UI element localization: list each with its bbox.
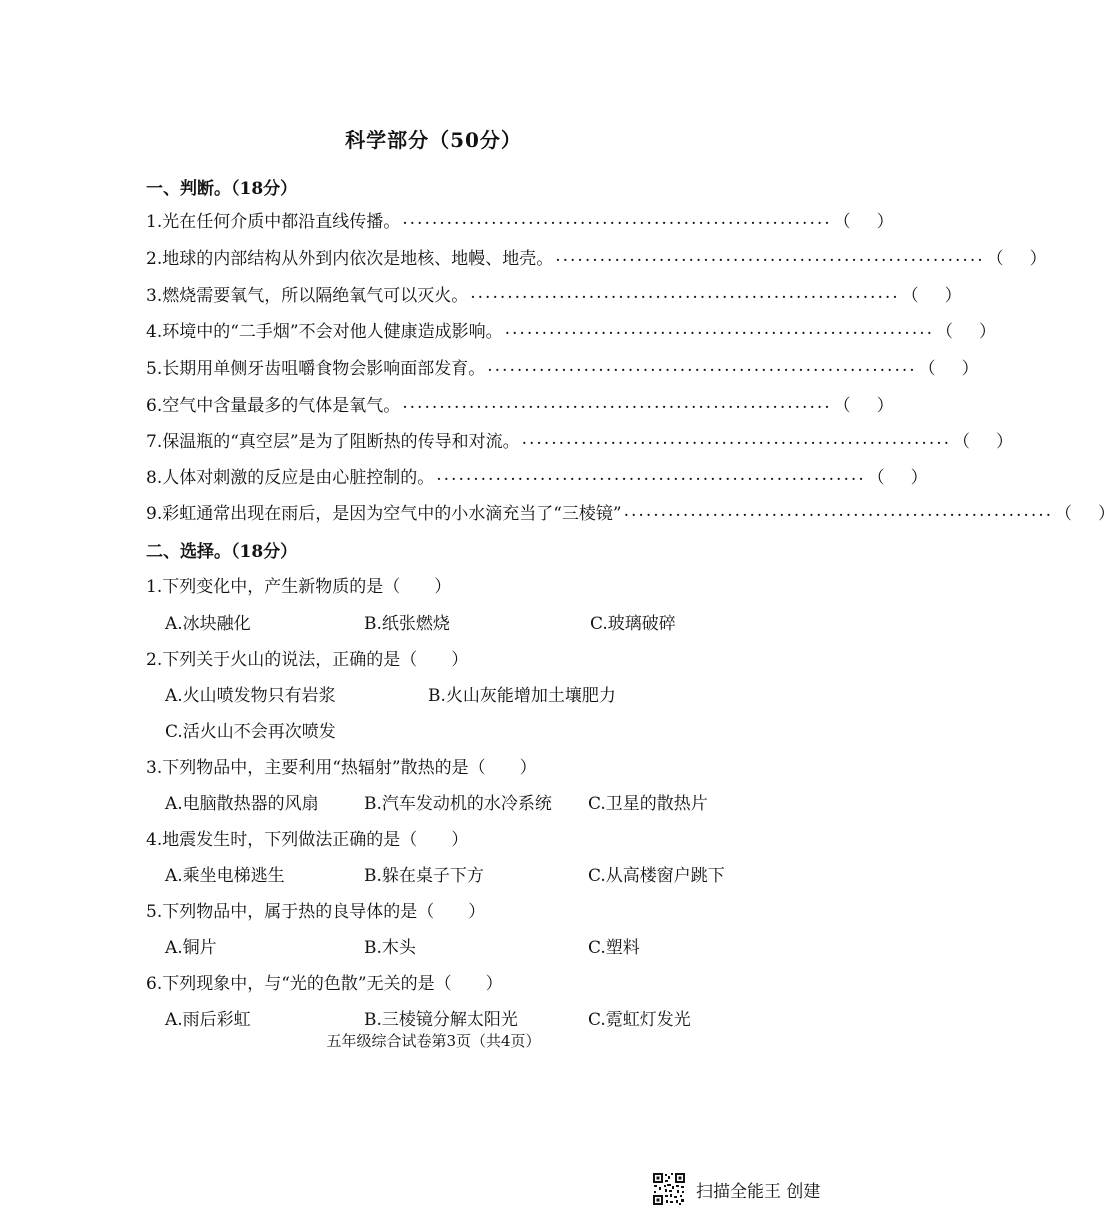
judgement-text: 4.环境中的“二手烟”不会对他人健康造成影响。 [146, 321, 503, 342]
answer-bracket: （ ） [986, 248, 1047, 269]
leader-dots: .......................................................... [521, 429, 952, 449]
leader-dots: .......................................................... [555, 246, 985, 266]
judgement-text: 1.光在任何介质中都沿直线传播。 [146, 211, 401, 232]
answer-bracket: （ ） [833, 211, 894, 232]
leader-dots: .......................................................... [436, 465, 866, 485]
judgement-text: 2.地球的内部结构从外到内依次是地核、地幔、地壳。 [146, 248, 554, 269]
scanner-label: 扫描全能王 创建 [696, 1181, 821, 1202]
option-a: A.雨后彩虹 [165, 1010, 251, 1030]
judgement-text: 3.燃烧需要氧气，所以隔绝氧气可以灭火。 [146, 285, 469, 306]
qr-code-icon [652, 1172, 686, 1206]
answer-bracket: （ ） [936, 321, 997, 342]
judgement-text: 7.保温瓶的“真空层”是为了阻断热的传导和对流。 [146, 431, 520, 452]
leader-dots: .......................................................... [402, 393, 832, 413]
answer-bracket: （ ） [833, 395, 894, 416]
option-b: B.三棱镜分解太阳光 [364, 1010, 518, 1030]
judgement-item [146, 316, 997, 342]
option-a: A.电脑散热器的风扇 [165, 794, 319, 814]
option-a: A.铜片 [165, 938, 217, 958]
option-c: C.卫星的散热片 [588, 794, 708, 814]
leader-dots: .......................................................... [470, 283, 900, 303]
judgement-item [146, 426, 1014, 452]
scanner-watermark [652, 1172, 820, 1206]
section-heading-choice: 二、选择。（18分） [146, 542, 298, 562]
judgement-item [146, 353, 979, 379]
page-footer: 五年级综合试卷第3页（共4页） [326, 1032, 541, 1050]
judgement-item [146, 462, 928, 488]
question-stem: 1.下列变化中，产生新物质的是（ ） [146, 577, 452, 597]
question-stem: 2.下列关于火山的说法，正确的是（ ） [146, 650, 469, 670]
answer-bracket: （ ） [918, 358, 979, 379]
option-a: A.冰块融化 [165, 614, 251, 634]
option-b: B.汽车发动机的水冷系统 [364, 794, 552, 814]
judgement-text: 8.人体对刺激的反应是由心脏控制的。 [146, 467, 435, 488]
answer-bracket: （ ） [867, 467, 928, 488]
leader-dots: .......................................................... [504, 319, 935, 339]
judgement-item [146, 206, 894, 232]
question-stem: 5.下列物品中，属于热的良导体的是（ ） [146, 902, 486, 922]
answer-bracket: （ ） [1055, 503, 1115, 524]
option-a: A.乘坐电梯逃生 [165, 866, 285, 886]
question-stem: 4.地震发生时，下列做法正确的是（ ） [146, 830, 469, 850]
answer-bracket: （ ） [953, 431, 1014, 452]
leader-dots: .......................................................... [402, 209, 832, 229]
question-stem: 6.下列现象中，与“光的色散”无关的是（ ） [146, 974, 503, 994]
judgement-item [146, 243, 1047, 269]
leader-dots: .......................................................... [487, 356, 917, 376]
judgement-text: 6.空气中含量最多的气体是氧气。 [146, 395, 401, 416]
judgement-item [146, 280, 962, 306]
page-title: 科学部分（50分） [345, 128, 522, 152]
leader-dots: .......................................................... [623, 501, 1054, 521]
option-b: B.躲在桌子下方 [364, 866, 484, 886]
section-heading-judgement: 一、判断。（18分） [146, 179, 298, 199]
judgement-text: 9.彩虹通常出现在雨后，是因为空气中的小水滴充当了“三棱镜” [146, 503, 622, 524]
option-c: C.塑料 [588, 938, 640, 958]
answer-bracket: （ ） [901, 285, 962, 306]
option-c: C.霓虹灯发光 [588, 1010, 691, 1030]
option-c: C.玻璃破碎 [590, 614, 676, 634]
option-b: B.木头 [364, 938, 416, 958]
question-stem: 3.下列物品中，主要利用“热辐射”散热的是（ ） [146, 758, 537, 778]
option-c: C.从高楼窗户跳下 [588, 866, 725, 886]
judgement-item [146, 390, 894, 416]
option-a: A.火山喷发物只有岩浆 [165, 686, 336, 706]
option-b: B.火山灰能增加土壤肥力 [428, 686, 616, 706]
option-b: B.纸张燃烧 [364, 614, 450, 634]
judgement-text: 5.长期用单侧牙齿咀嚼食物会影响面部发育。 [146, 358, 486, 379]
option-c: C.活火山不会再次喷发 [165, 722, 336, 742]
judgement-item [146, 498, 1115, 524]
